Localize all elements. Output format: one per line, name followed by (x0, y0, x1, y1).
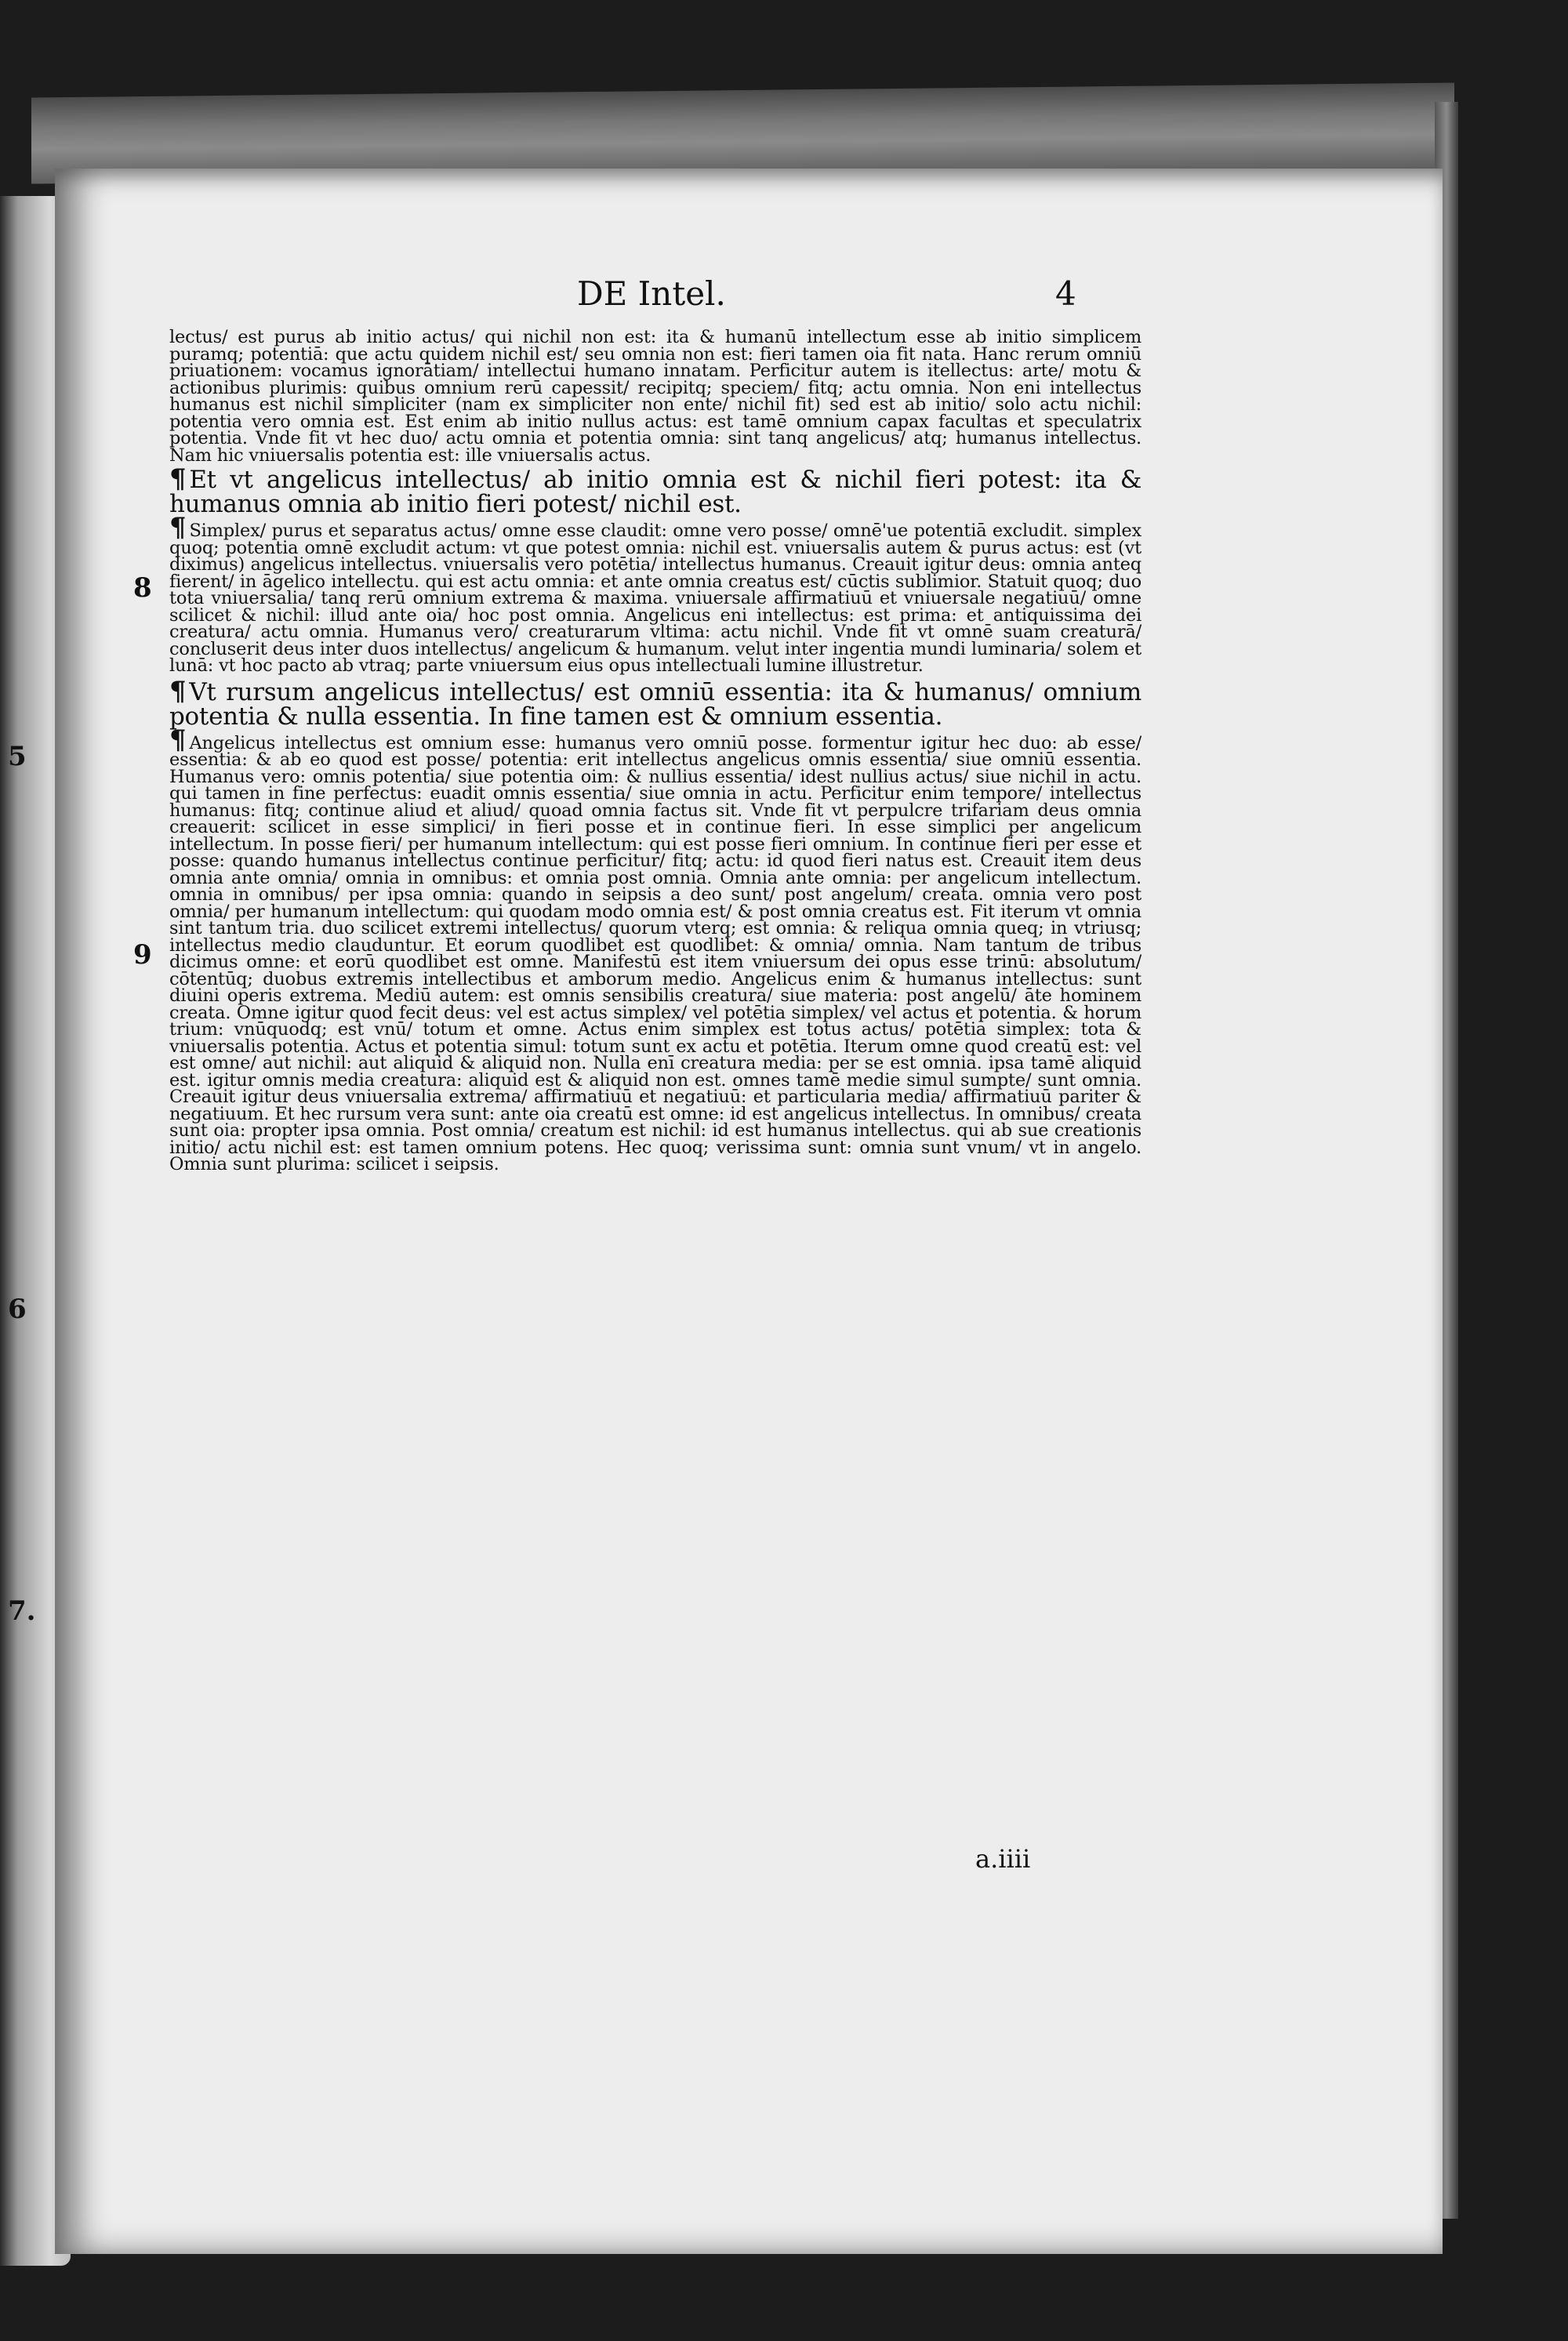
signature-mark: a.iiii (975, 1844, 1031, 1874)
pilcrow-icon: ¶ (169, 724, 187, 756)
thesis-9-text: Vt rursum angelicus intellectus/ est omniū essentia: ita & humanus/ omnium potentia & nulla essentia. In fine tamen est & omnium essentia. (169, 677, 1142, 731)
page-number: 4 (1055, 274, 1076, 313)
header-title: DE Intel. (577, 274, 726, 313)
commentary-8 (169, 512, 1142, 676)
margin-number-8: 8 (133, 572, 152, 604)
thesis-8-text: Et vt angelicus intellectus/ ab initio omnia est & nichil fieri potest: ita & humanus omnia ab initio fieri potest/ nichil est. (169, 466, 1142, 518)
margin-number-6: 6 (8, 1294, 27, 1325)
paragraph-opening: lectus/ est purus ab initio actus/ qui nichil non est: ita & humanū intellectum esse ab initio simplicem puramq; potentiā: que actu quidem nichil est/ seu omnia non est: fieri tamen oia fit nata. Hanc rerum omniū priuationem: vocamus ignorātiam/ intellectui humano innatam. Perficitur autem is itellectus: arte/ motu & actionibus plurimis: quibus omnium rerū capessit/ recipitq; speciem/ fitq; actu omnia. Non eni intellectus humanus est nichil simpliciter (nam ex simpliciter non ente/ nichil fit) sed est ab initio/ solo actu nichil: potentia vero omnia est. Est enim ab initio nullus actus: est tamē omnium capax facultas et speculatrix potentia. Vnde fit vt hec duo/ actu omnia et potentia omnia: sint tanq angelicus/ atq; humanus intellectus. Nam hic vniuersalis potentia est: ille vniuersalis actus. (169, 327, 1142, 466)
pilcrow-icon: ¶ (169, 463, 187, 495)
commentary-9-text: Angelicus intellectus est omnium esse: humanus vero omniū posse. formentur igitur hec duo: ab esse/ essentia: & ab eo quod est posse/ potentia: erit intellectus angelicus omnis essentia/ siue omniū essentia. Humanus vero: omnis potentia/ siue potentia oim: & nullius essentia/ idest nullius actus/ siue nichil in actu. qui tamen in fine perfectus: euadit omnis essentia/ siue omnia in actu. Perficitur enim tempore/ intellectus humanus: fitq; continue aliud et aliud/ quoad omnia factus sit. Vnde fit vt perpulcre trifariam deus omnia creauerit: scilicet in esse simplici/ in fieri posse et in continue fieri. In esse simplici per angelicum intellectum. In posse fieri/ per humanum intellectum: qui est posse fieri omnium. In continue fieri per esse et posse: quando humanus intellectus continue perficitur/ fitq; actu: id quod fieri natus est. Creauit item deus omnia ante omnia/ omnia in omnibus: et omnia post omnia. Omnia ante omnia: per angelicum intellectum. omnia in omnibus/ per ipsa omnia: quando in seipsis a deo sunt/ post angelum/ creata. omnia vero post omnia/ per humanum intellectum: qui quodam modo omnia est/ & post omnia creatus est. Fit iterum vt omnia sint tantum tria. duo scilicet extremi intellectus/ quorum vterq; est omnia: & reliqua omnia queq; in vtriusq; intellectus medio clauduntur. Et eorum quodlibet est quodlibet: & omnia/ omnia. Nam tantum de tribus dicimus omne: et eorū quodlibet est omne. Manifestū est item vniuersum dei opus esse trinū: absolutum/ cōtentūq; duobus extremis intellectibus et amborum medio. Angelicus enim & humanus intellectus: sunt diuini operis extrema. Mediū autem: est omnis sensibilis creatura/ siue materia: post angelū/ āte hominem creata. Omne igitur quod fecit deus: vel est actus simplex/ vel potētia simplex/ vel actus et potentia. & horum trium: vnūquodq; est vnū/ totum et omne. Actus enim simplex est totus actus/ potētia simplex: tota & vniuersalis potentia. Actus et potentia simul: totum sunt ex actu et potētia. Iterum omne quod creatū est: vel est omne/ aut nichil: aut aliquid & aliquid non. Nulla enī creatura media: per se est omnia. ipsa tamē aliquid est. igitur omnis media creatura: aliquid est & aliquid non est. omnes tamē medie simul sumpte/ sunt omnia. Creauit igitur deus vniuersalia extrema/ affirmatiuū et negatiuū: et particularia media/ affirmatiuū pariter & negatiuum. Et hec rursum vera sunt: ante oia creatū est omne: id est angelicus intellectus. In omnibus/ creata sunt oia: propter ipsa omnia. Post omnia/ creatum est nichil: id est humanus intellectus. qui ab sue creationis initio/ actu nichil est: est tamen omnium potens. Hec quoq; verissima sunt: omnia sunt vnum/ vt in angelo. Omnia sunt plurima: scilicet i seipsis. (169, 732, 1142, 1174)
commentary-9 (169, 724, 1142, 1174)
thesis-8 (169, 463, 1142, 518)
running-header (577, 274, 1087, 321)
thesis-9 (169, 675, 1142, 731)
pilcrow-icon: ¶ (169, 675, 187, 707)
margin-number-7: 7. (8, 1595, 36, 1627)
pilcrow-icon: ¶ (169, 512, 187, 543)
body-text (169, 329, 1142, 1174)
commentary-8-text: Simplex/ purus et separatus actus/ omne esse claudit: omne vero posse/ omnē'ue potentiā excludit. simplex quoq; potentia omnē excludit actum: vt que potest omnia: nichil est. vniuersalis autem & purus actus: est (vt diximus) angelicus intellectus. vniuersalis vero potētia/ intellectus humanus. Creauit igitur deus: omnia anteq fierent/ in āgelico intellectu. qui est actu omnia: et ante omnia creatus est/ cūctis sublimior. Statuit quoq; duo tota vniuersalia/ tanq rerū omnium extrema & maxima. vniuersale affirmatiuū et vniuersale negatiuū/ omne scilicet & nichil: illud ante oia/ hoc post omnia. Angelicus eni intellectus: est prima: et antiquissima dei creatura/ actu omnia. Humanus vero/ creaturarum vltima: actu nichil. Vnde fit vt omnē suam creaturā/ concluserit deus inter duos intellectus/ angelicum & humanum. velut inter ingentia mundi luminaria/ solem et lunā: vt hoc pacto ab vtraq; parte vniuersum eius opus intellectuali lumine illustretur. (169, 521, 1142, 676)
margin-number-5: 5 (8, 741, 27, 772)
margin-number-9: 9 (133, 939, 152, 971)
